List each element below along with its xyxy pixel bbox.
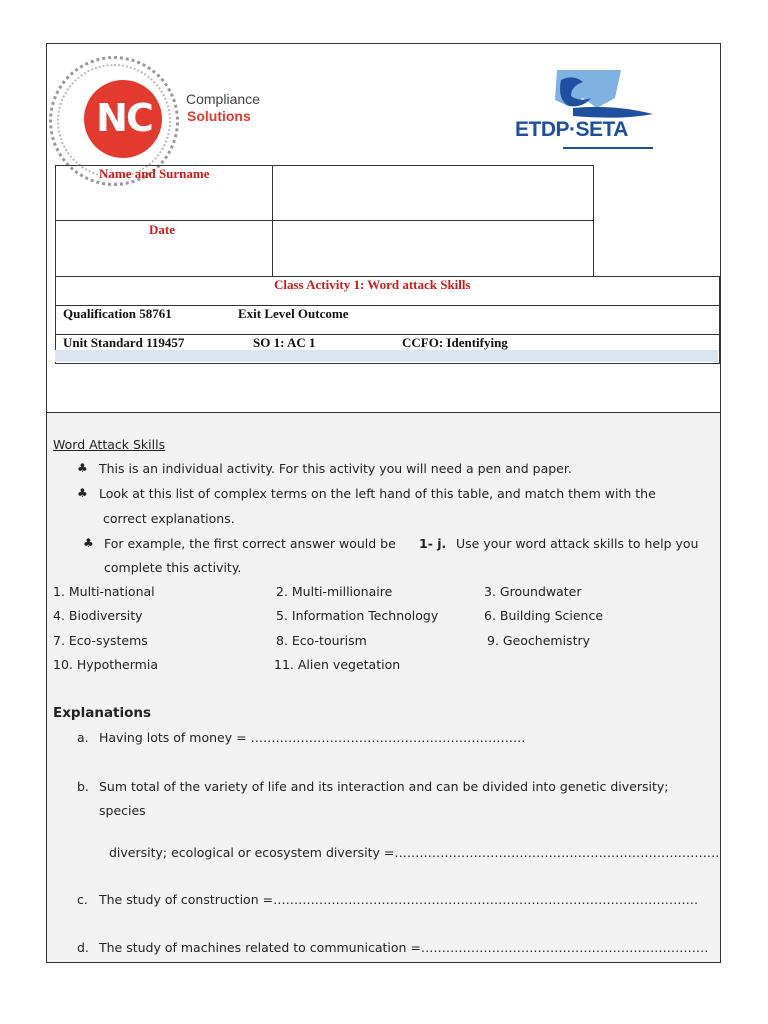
date-input-cell[interactable]: [272, 220, 594, 277]
date-label: Date: [149, 222, 175, 237]
term-2: 2. Multi-millionaire: [276, 584, 393, 599]
brand-solutions: Solutions: [187, 108, 251, 124]
explanation-b-line2: species: [99, 803, 146, 818]
club-bullet-icon: ♣: [77, 461, 88, 475]
bullet-1: This is an individual activity. For this activity you will need a pen and paper.: [99, 461, 572, 476]
explanation-b-line1: Sum total of the variety of life and its interaction and can be divided into genetic diversity;: [99, 779, 669, 794]
name-input-cell[interactable]: [272, 165, 594, 221]
explanation-c-label: c.: [77, 892, 88, 907]
specific-outcome: SO 1: AC 1: [253, 335, 316, 350]
activity-body: [47, 413, 720, 962]
logo-mark: NC: [96, 96, 152, 140]
name-surname-label: Name and Surname: [99, 166, 210, 181]
club-bullet-icon: ♣: [83, 536, 94, 550]
term-7: 7. Eco-systems: [53, 633, 148, 648]
unit-standard: Unit Standard 119457: [63, 335, 185, 350]
bullet-2-cont: correct explanations.: [103, 511, 235, 526]
bullet-3: For example, the first correct answer would be: [104, 536, 396, 551]
nc-compliance-logo: [49, 56, 299, 166]
term-11: 11. Alien vegetation: [274, 657, 401, 672]
term-4: 4. Biodiversity: [53, 608, 143, 623]
term-6: 6. Building Science: [484, 608, 604, 623]
qualification-number: Qualification 58761: [63, 306, 172, 321]
row-shading: [55, 350, 718, 362]
section-title: Word Attack Skills: [53, 437, 166, 452]
bullet-3-tail: Use your word attack skills to help you: [456, 536, 699, 551]
activity-title: Class Activity 1: Word attack Skills: [274, 277, 471, 292]
ccfo: CCFO: Identifying: [402, 335, 508, 350]
example-answer: 1- j.: [419, 536, 447, 551]
explanation-c: The study of construction =…………………………………………………………………………………………: [99, 892, 699, 907]
etdp-seta-wordmark: ETDP·SETA: [515, 118, 628, 141]
term-8: 8. Eco-tourism: [276, 633, 367, 648]
term-3: 3. Groundwater: [484, 584, 582, 599]
club-bullet-icon: ♣: [77, 486, 88, 500]
explanation-a: Having lots of money = …………………………………………………………: [99, 730, 526, 745]
term-10: 10. Hypothermia: [53, 657, 158, 672]
header-section: [47, 44, 720, 413]
bullet-2: Look at this list of complex terms on the left hand of this table, and match them with the: [99, 486, 656, 501]
term-5: 5. Information Technology: [276, 608, 439, 623]
term-9: 9. Geochemistry: [487, 633, 591, 648]
explanation-b-line3: diversity; ecological or ecosystem diversity =……………………………………………………………………: [109, 845, 720, 860]
bullet-3-cont: complete this activity.: [104, 560, 242, 575]
explanation-b-label: b.: [77, 779, 89, 794]
explanation-d-label: d.: [77, 940, 89, 955]
term-1: 1. Multi-national: [53, 584, 155, 599]
explanation-a-label: a.: [77, 730, 89, 745]
brand-compliance: Compliance: [186, 91, 260, 107]
explanation-d: The study of machines related to communication =……………………………………………………………: [99, 940, 709, 955]
worksheet-frame: [46, 43, 721, 963]
explanations-title: Explanations: [53, 705, 152, 721]
exit-level-outcome: Exit Level Outcome: [238, 306, 349, 321]
